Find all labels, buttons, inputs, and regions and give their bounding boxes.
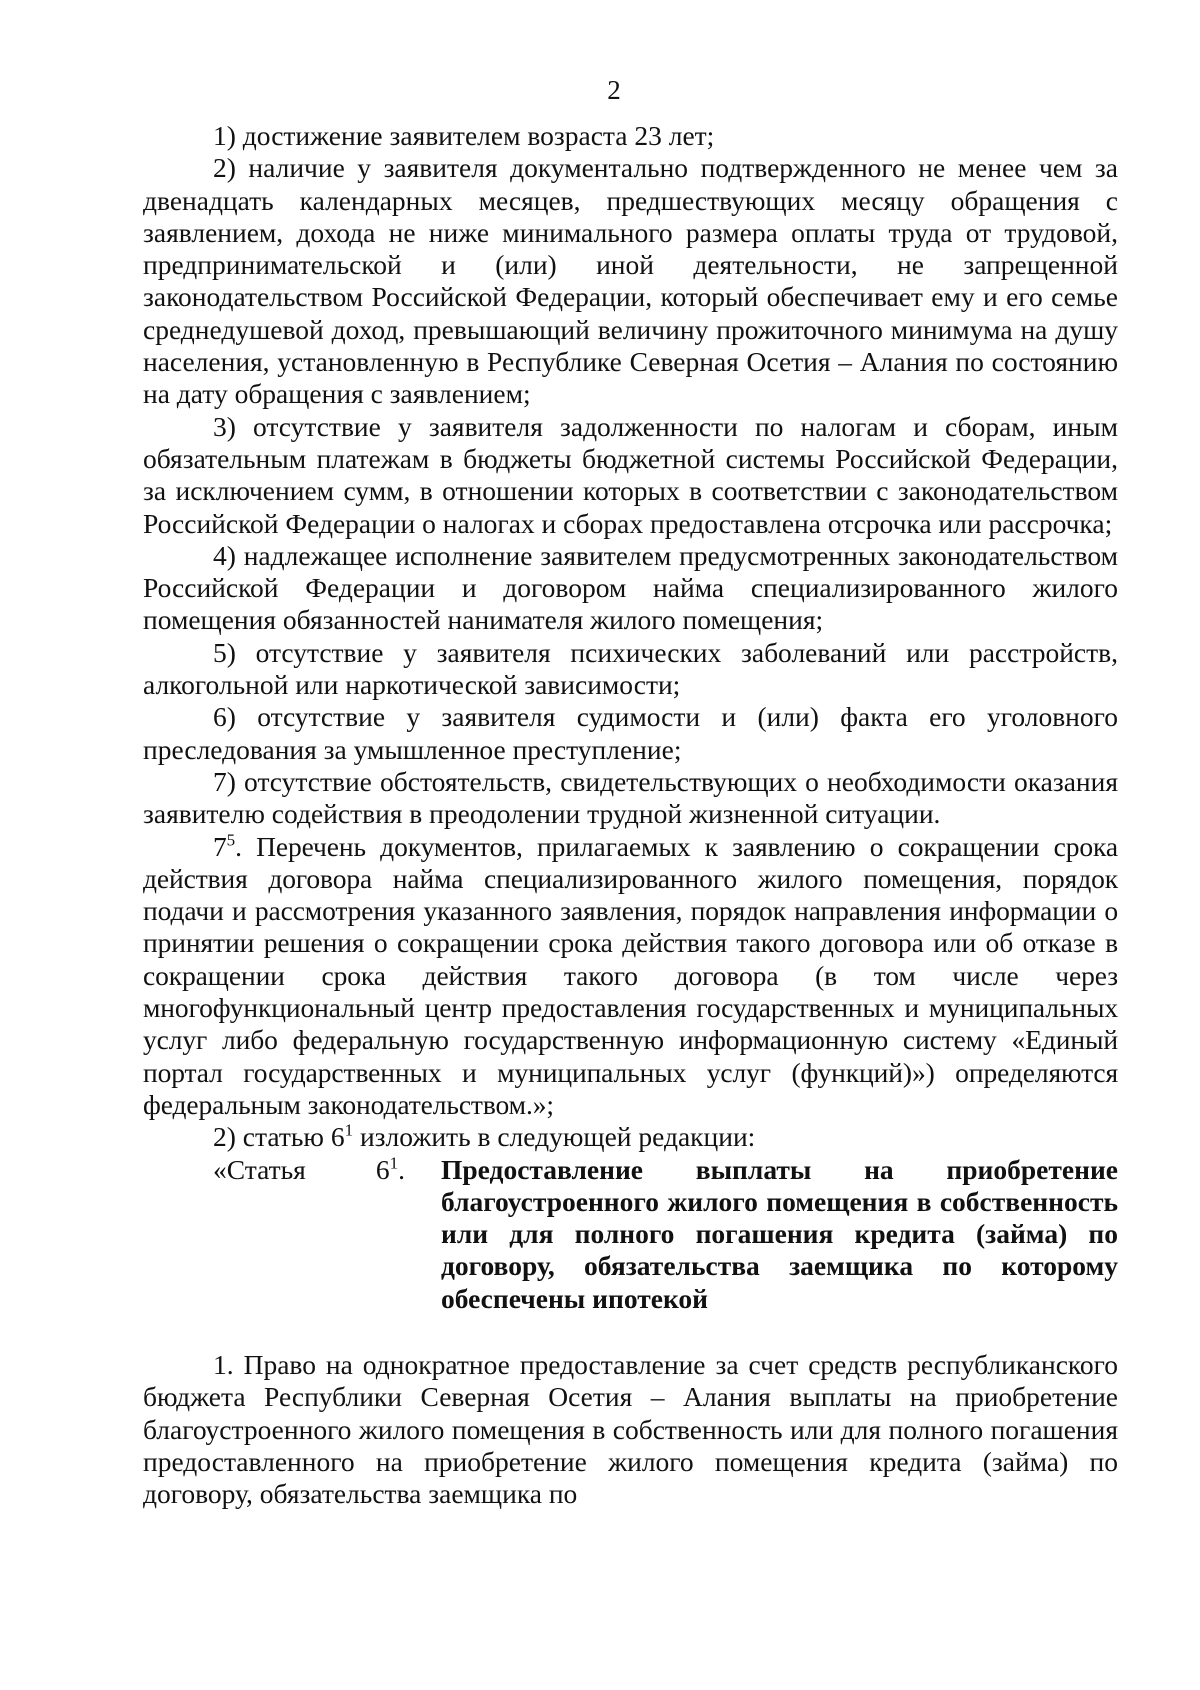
list-item-3: 3) отсутствие у заявителя задолженности по налогам и сборам, иным обязательным платежам в бюджеты бюджетной системы Российской Федерации, за исключением сумм, в отношении которых в соответствии с законодательством Российской Федерации о налогах и сборах предоставлена отсрочка или рассрочка; <box>143 410 1118 539</box>
document-body <box>143 120 1118 1510</box>
amendment-after: изложить в следующей редакции: <box>353 1121 756 1153</box>
amendment-before: 2) статью 6 <box>213 1121 345 1153</box>
clause-1: 1. Право на однократное предоставление за счет средств республиканского бюджета Республики Северная Осетия – Алания выплаты на приобретение благоустроенного жилого помещения в собственность или для полного погашения предоставленного на приобретение жилого помещения кредита (займа) по договору, обязательства заемщика по <box>143 1348 1118 1510</box>
paragraph-7-5-superscript: 5 <box>226 829 236 849</box>
list-item-7: 7) отсутствие обстоятельств, свидетельствующих о необходимости оказания заявителю содействия в преодолении трудной жизненной ситуации. <box>143 765 1118 830</box>
list-item-5: 5) отсутствие у заявителя психических заболеваний или расстройств, алкогольной или наркотической зависимости; <box>143 636 1118 701</box>
list-item-2: 2) наличие у заявителя документально подтвержденного не менее чем за двенадцать календарных месяцев, предшествующих месяцу обращения с заявлением, дохода не ниже минимального размера оплаты труда от трудовой, предпринимательской и (или) иной деятельности, не запрещенной законодательством Российской Федерации, который обеспечивает ему и его семье среднедушевой доход, превышающий величину прожиточного минимума на душу населения, установленную в Республике Северная Осетия – Алания по состоянию на дату обращения с заявлением; <box>143 152 1118 410</box>
paragraph-7-5-text: . Перечень документов, прилагаемых к заявлению о сокращении срока действия договора найма специализированного жилого помещения, порядок подачи и рассмотрения указанного заявления, порядок направления информации о принятии решения о сокращении срока действия такого договора или об отказе в сокращении срока действия такого договора (в том числе через многофункциональный центр предоставления государственных и муниципальных услуг либо федеральную государственную информационную систему «Единый портал государственных и муниципальных услуг (функций)») определяются федеральным законодательством.»; <box>143 830 1118 1120</box>
paragraph-7-5 <box>143 831 1118 1122</box>
article-heading <box>143 1154 1118 1315</box>
article-word: «Статья <box>213 1153 306 1185</box>
article-title: Предоставление выплаты на приобретение благоустроенного жилого помещения в собственность или для полного погашения кредита (займа) по договору, обязательства заемщика по которому обеспечены ипотекой <box>441 1153 1118 1314</box>
article-number-superscript: 1 <box>389 1152 399 1172</box>
article-number: 6 <box>375 1153 390 1185</box>
amendment-superscript: 1 <box>344 1120 354 1140</box>
paragraph-7-5-number: 7 <box>213 830 227 862</box>
article-number-group <box>376 1154 405 1315</box>
list-item-4: 4) надлежащее исполнение заявителем предусмотренных законодательством Российской Федерации и договором найма специализированного жилого помещения обязанностей нанимателя жилого помещения; <box>143 539 1118 636</box>
list-item-6: 6) отсутствие у заявителя судимости и (или) факта его уголовного преследования за умышленное преступление; <box>143 701 1118 765</box>
list-item-1: 1) достижение заявителем возраста 23 лет; <box>213 120 715 151</box>
article-number-dot: . <box>398 1153 405 1185</box>
section-gap <box>143 1315 1118 1349</box>
article-label <box>143 1154 441 1315</box>
amendment-line <box>143 1121 1118 1153</box>
page-number: 2 <box>607 75 621 105</box>
